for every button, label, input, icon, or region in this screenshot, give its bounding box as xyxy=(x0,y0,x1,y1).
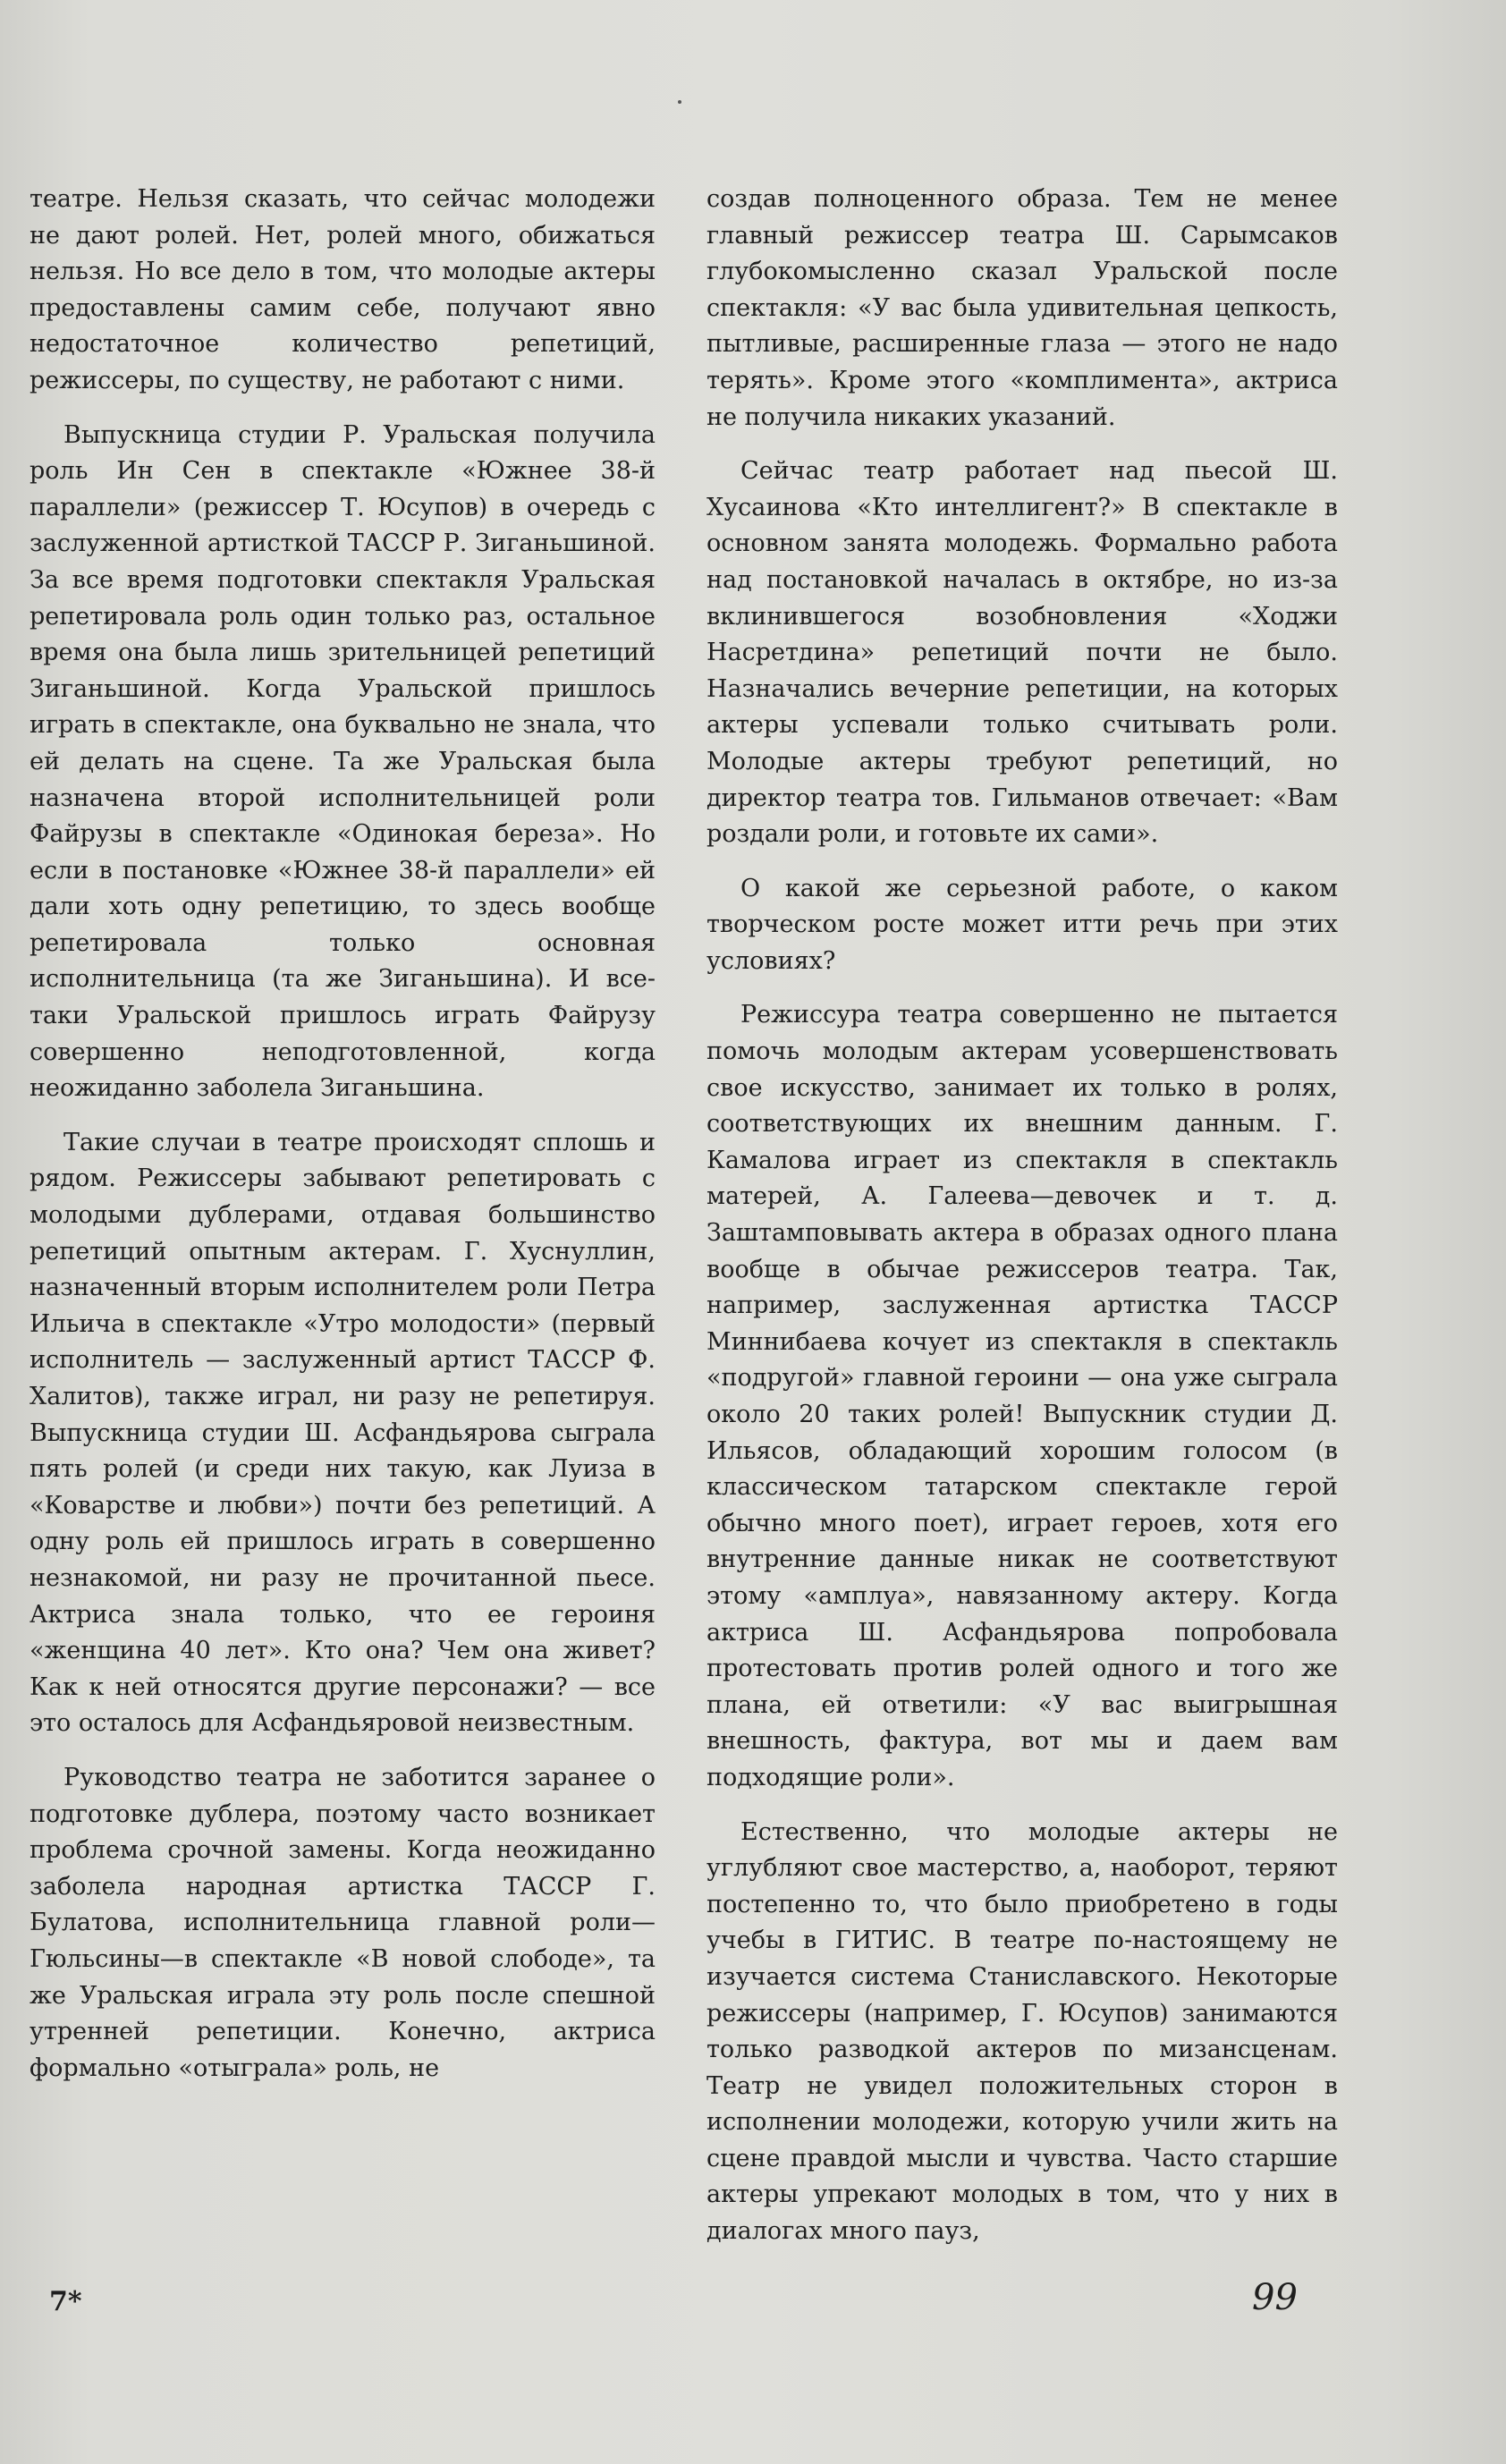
left-column xyxy=(30,182,656,2104)
paragraph: театре. Нельзя сказать, что сейчас молодежи не дают ролей. Нет, ролей много, обижаться нельзя. Но все дело в том, что молодые актеры предоставлены самим себе, получают явно недостаточное количество репетиций, режиссеры, по существу, не работают с ними. xyxy=(30,185,656,394)
paragraph: Естественно, что молодые актеры не углубляют свое мастерство, а, наоборот, теряют постепенно то, что было приобретено в годы учебы в ГИТИС. В театре по-настоящему не изучается система Станиславского. Некоторые режиссеры (например, Г. Юсупов) занимаются только разводкой актеров по мизансценам. Театр не увидел положительных сторон в исполнении молодежи, которую учили жить на сцене правдой мысли и чувства. Часто старшие актеры упрекают молодых в том, что у них в диалогах много пауз, xyxy=(706,1817,1338,2246)
paragraph: Сейчас театр работает над пьесой Ш. Хусаинова «Кто интеллигент?» В спектакле в основном занята молодежь. Формально работа над постановкой началась в октябре, но из-за вклинившегося возобновления «Ходжи Насретдина» репетиций почти не было. Назначались вечерние репетиции, на которых актеры успевали только считывать роли. Молодые актеры требуют репетиций, но директор театра тов. Гильманов отвечает: «Вам роздали роли, и готовьте их сами». xyxy=(706,457,1338,849)
paragraph: создав полноценного образа. Тем не менее главный режиссер театра Ш. Сарымсаков глубокомысленно сказал Уральской после спектакля: «У вас была удивительная цепкость, пытливые, расширенные глаза — этого не надо терять». Кроме этого «комплимента», актриса не получила никаких указаний. xyxy=(706,185,1338,431)
paragraph: О какой же серьезной работе, о каком творческом росте может итти речь при этих условиях? xyxy=(706,874,1338,975)
paragraph: Выпускница студии Р. Уральская получила роль Ин Сен в спектакле «Южнее 38-й параллели» (режиссер Т. Юсупов) в очередь с заслуженной артисткой ТАССР Р. Зиганьшиной. За все время подготовки спектакля Уральская репетировала роль один только раз, остальное время она была лишь зрительницей репетиций Зиганьшиной. Когда Уральской пришлось играть в спектакле, она буквально не знала, что ей делать на сцене. Та же Уральская была назначена второй исполнительницей роли Файрузы в спектакле «Одинокая береза». Но если в постановке «Южнее 38-й параллели» ей дали хоть одну репетицию, то здесь вообще репетировала только основная исполнительница (та же Зиганьшина). И все-таки Уральской пришлось играть Файрузу совершенно неподготовленной, когда неожиданно заболела Зиганьшина. xyxy=(30,420,656,1103)
paragraph: Режиссура театра совершенно не пытается помочь молодым актерам усовершенствовать свое искусство, занимает их только в ролях, соответствующих их внешним данным. Г. Камалова играет из спектакля в спектакль матерей, А. Галеева—девочек и т. д. Заштамповывать актера в образах одного плана вообще в обычае режиссеров театра. Так, например, заслуженная артистка ТАССР Миннибаева кочует из спектакля в спектакль «подругой» главной героини — она уже сыграла около 20 таких ролей! Выпускник студии Д. Ильясов, обладающий хорошим голосом (в классическом татарском спектакле герой обычно много поет), играет героев, хотя его внутренние данные никак не соответствуют этому «амплуа», навязанному актеру. Когда актриса Ш. Асфандьярова попробовала протестовать против ролей одного и того же плана, ей ответили: «У вас выигрышная внешность, фактура, вот мы и даем вам подходящие роли». xyxy=(706,1001,1338,1791)
paragraph: Такие случаи в театре происходят сплошь и рядом. Режиссеры забывают репетировать с молодыми дублерами, отдавая большинство репетиций опытным актерам. Г. Хуснуллин, назначенный вторым исполнителем роли Петра Ильича в спектакле «Утро молодости» (первый исполнитель — заслуженный артист ТАССР Ф. Халитов), также играл, ни разу не репетируя. Выпускница студии Ш. Асфандьярова сыграла пять ролей (и среди них такую, как Луиза в «Коварстве и любви») почти без репетиций. А одну роль ей пришлось играть в совершенно незнакомой, ни разу не прочитанной пьесе. Актриса знала только, что ее героиня «женщина 40 лет». Кто она? Чем она живет? Как к ней относятся другие персонажи? — все это осталось для Асфандьяровой неизвестным. xyxy=(30,1128,656,1738)
signature-mark: 7* xyxy=(49,2286,82,2317)
paragraph: Руководство театра не заботится заранее о подготовке дублера, поэтому часто возникает проблема срочной замены. Когда неожиданно заболела народная артистка ТАССР Г. Булатова, исполнительница главной роли—Гюльсины—в спектакле «В новой слободе», та же Уральская играла эту роль после спешной утренней репетиции. Конечно, актриса формально «отыграла» роль, не xyxy=(30,1763,656,2082)
page-number: 99 xyxy=(1252,2277,1298,2318)
right-column xyxy=(706,182,1338,2268)
print-speck xyxy=(678,100,681,104)
